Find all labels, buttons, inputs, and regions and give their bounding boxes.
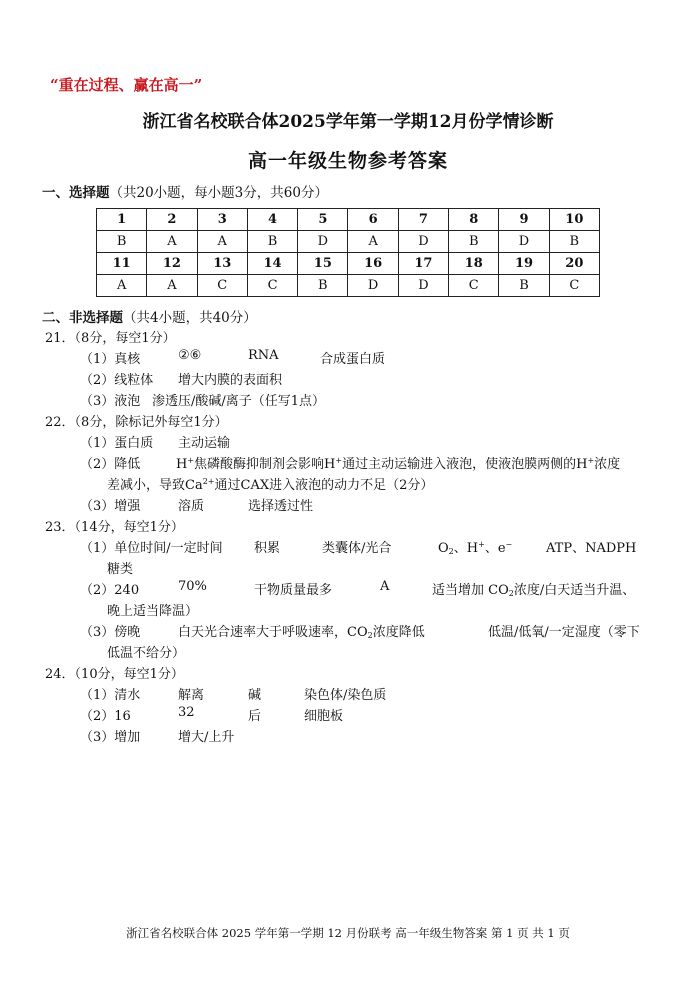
answer-cell: B xyxy=(449,231,499,253)
question-number: 14 xyxy=(247,253,297,275)
question-number: 4 xyxy=(247,209,297,231)
answer-cell: D xyxy=(398,231,448,253)
q22-answer: （1）蛋白质 xyxy=(80,436,154,451)
answer-table-row xyxy=(97,209,600,231)
answer-cell: B xyxy=(298,275,348,297)
answer-cell: D xyxy=(298,231,348,253)
q23-answer: 低温/低氧/一定湿度（零下 xyxy=(488,625,640,640)
section-2-label: 二、非选择题 xyxy=(42,310,123,326)
answer-cell: B xyxy=(97,231,147,253)
q22-explanation-line2: 差减小，导致$Ca^{2+}$通过CAX进入液泡的动力不足（2分） xyxy=(107,477,434,493)
q24-answer: （2）16 xyxy=(80,709,131,724)
section-1-heading xyxy=(42,181,328,201)
q24-answer: 增大/上升 xyxy=(178,730,235,745)
q23-answer: ATP、NADPH xyxy=(546,541,637,556)
q22-answer: （3）增强 xyxy=(80,499,141,514)
q22-answer: （2）降低 xyxy=(80,457,141,472)
question-number: 7 xyxy=(398,209,448,231)
answer-cell: D xyxy=(398,275,448,297)
q21-heading: 21．（8分，每空1分） xyxy=(45,331,176,346)
answer-cell: A xyxy=(348,231,398,253)
q23-answer-co2-reason: 白天光合速率大于呼吸速率，$CO_2$浓度降低 xyxy=(178,625,425,640)
q21-answer: （2）线粒体 xyxy=(80,373,154,388)
q23-answer: 晚上适当降温） xyxy=(107,604,199,619)
q23-answer: A xyxy=(380,579,390,594)
answer-table xyxy=(96,208,600,297)
question-number: 20 xyxy=(549,253,599,275)
answer-cell: B xyxy=(499,275,549,297)
answer-cell: B xyxy=(247,231,297,253)
q21-answer: 渗透压/酸碱/离子（任写1点） xyxy=(152,394,326,409)
q23-answer: 类囊体/光合 xyxy=(322,541,392,556)
answer-cell: A xyxy=(147,275,197,297)
question-number: 1 xyxy=(97,209,147,231)
section-2-note: （共4小题，共40分） xyxy=(123,310,257,326)
question-number: 3 xyxy=(197,209,247,231)
q24-heading: 24．（10分，每空1分） xyxy=(45,667,184,682)
q22-answer: 选择透过性 xyxy=(248,499,314,514)
section-2-heading xyxy=(42,306,257,326)
q22-heading: 22．（8分，除标记外每空1分） xyxy=(45,415,228,430)
q23-answer: 糖类 xyxy=(107,562,134,577)
q24-answer: 染色体/染色质 xyxy=(304,688,387,703)
question-number: 6 xyxy=(348,209,398,231)
q23-heading: 23．（14分，每空1分） xyxy=(45,520,184,535)
answer-table-row xyxy=(97,253,600,275)
exam-title: 浙江省名校联合体2025学年第一学期12月份学情诊断 xyxy=(142,112,554,132)
q24-answer: （1）清水 xyxy=(80,688,141,703)
q24-answer: 32 xyxy=(178,705,195,720)
q21-answer: 增大内膜的表面积 xyxy=(178,373,283,388)
q23-answer: 70% xyxy=(178,579,207,594)
question-number: 12 xyxy=(147,253,197,275)
q24-answer: 解离 xyxy=(178,688,205,703)
question-number: 9 xyxy=(499,209,549,231)
q23-answer: （2）240 xyxy=(80,583,140,598)
q23-answer-co2: 适当增加 $CO_2$浓度/白天适当升温、 xyxy=(432,583,636,598)
q22-answer: 溶质 xyxy=(178,499,205,514)
question-number: 8 xyxy=(449,209,499,231)
q24-answer: 后 xyxy=(248,709,262,724)
page-footer: 浙江省名校联合体 2025 学年第一学期 12 月份联考 高一年级生物答案 第 1 页 共 1 页 xyxy=(126,926,570,940)
q23-answer: 低温不给分） xyxy=(107,646,186,661)
answer-cell: A xyxy=(97,275,147,297)
answer-cell: C xyxy=(549,275,599,297)
answer-cell: B xyxy=(549,231,599,253)
answer-table-row xyxy=(97,275,600,297)
q22-explanation-line1: H+焦磷酸酶抑制剂会影响H+通过主动运输进入液泡，使液泡膜两侧的H+浓度 xyxy=(176,456,621,472)
q21-answer: 合成蛋白质 xyxy=(320,352,386,367)
q23-answer: 积累 xyxy=(254,541,281,556)
answer-cell: A xyxy=(147,231,197,253)
answer-cell: C xyxy=(449,275,499,297)
q22-answer: 主动运输 xyxy=(178,436,231,451)
question-number: 11 xyxy=(97,253,147,275)
answer-cell: C xyxy=(247,275,297,297)
question-number: 19 xyxy=(499,253,549,275)
question-number: 18 xyxy=(449,253,499,275)
answer-title: 高一年级生物参考答案 xyxy=(247,150,448,172)
q23-answer: 干物质量最多 xyxy=(254,583,333,598)
answer-table-row xyxy=(97,231,600,253)
answer-cell: A xyxy=(197,231,247,253)
question-number: 15 xyxy=(298,253,348,275)
question-number: 13 xyxy=(197,253,247,275)
q21-answer: （3）液泡 xyxy=(80,394,141,409)
answer-cell: D xyxy=(348,275,398,297)
slogan: “重在过程、赢在高一” xyxy=(50,76,203,94)
q24-answer: 碱 xyxy=(248,688,262,703)
question-number: 17 xyxy=(398,253,448,275)
q24-answer: （3）增加 xyxy=(80,730,141,745)
q21-answer: （1）真核 xyxy=(80,352,141,367)
q23-answer: （3）傍晚 xyxy=(80,625,141,640)
question-number: 16 xyxy=(348,253,398,275)
section-1-note: （共20小题，每小题3分，共60分） xyxy=(109,185,328,201)
q21-answer: ②⑥ xyxy=(178,348,202,363)
q24-answer: 细胞板 xyxy=(304,709,344,724)
section-1-label: 一、选择题 xyxy=(42,185,110,201)
q23-answer-o2-h-e: $O_2$、H+、e− xyxy=(438,540,513,556)
answer-cell: D xyxy=(499,231,549,253)
answer-cell: C xyxy=(197,275,247,297)
q23-answer: （1）单位时间/一定时间 xyxy=(80,541,223,556)
question-number: 10 xyxy=(549,209,599,231)
question-number: 5 xyxy=(298,209,348,231)
q21-answer: RNA xyxy=(248,348,279,363)
question-number: 2 xyxy=(147,209,197,231)
